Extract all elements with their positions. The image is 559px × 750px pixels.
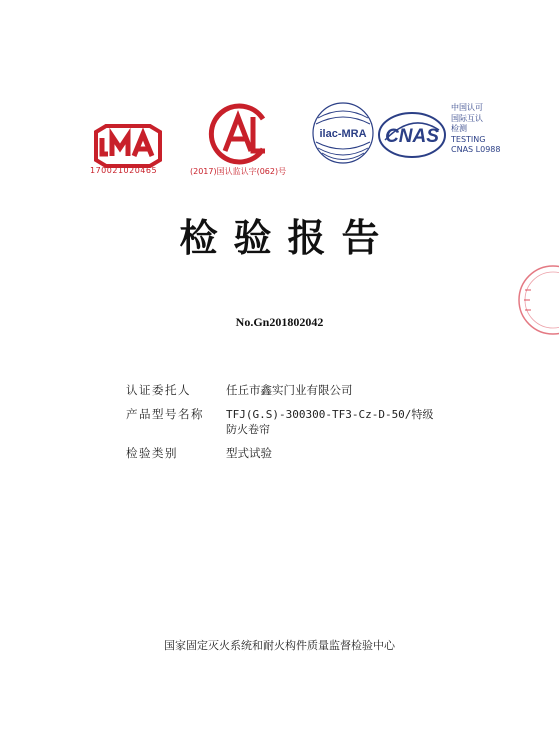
cnas-accreditation-text [451,103,500,156]
cnas-line: CNAS L0988 [451,145,501,154]
field-label: 产品型号名称 [126,407,204,421]
field-value: 型式试验 [226,446,272,460]
field-label: 检验类别 [126,446,178,460]
report-title: 检验报告 [179,215,396,260]
issuing-organization: 国家固定灭火系统和耐火构件质量监督检验中心 [164,639,395,652]
cma-number: 170021020465 [90,166,158,175]
field-row [126,383,436,398]
report-number: No.Gn201802042 [235,315,324,329]
field-value: TFJ(G.S)-300300-TF3-Cz-D-50/特级防火卷帘 [226,408,434,436]
cnas-line: TESTING [451,134,486,144]
cal-logo-icon [203,103,273,165]
cnas-line: 国际互认 [451,113,483,123]
ilac-label: ilac-MRA [319,128,367,140]
field-row [126,407,436,437]
field-label: 认证委托人 [126,383,191,397]
ilac-mra-logo-icon [310,100,376,166]
partial-seal-icon [505,260,559,340]
cnas-line: 中国认可 [451,103,483,112]
cnas-line: 检测 [451,124,467,133]
cnas-label: CNAS [385,126,439,147]
cal-number: (2017)国认监认字(062)号 [190,167,287,176]
cnas-logo-icon [377,110,447,160]
field-row [126,446,436,461]
report-fields [126,383,436,470]
field-value: 任丘市鑫实门业有限公司 [226,383,353,397]
